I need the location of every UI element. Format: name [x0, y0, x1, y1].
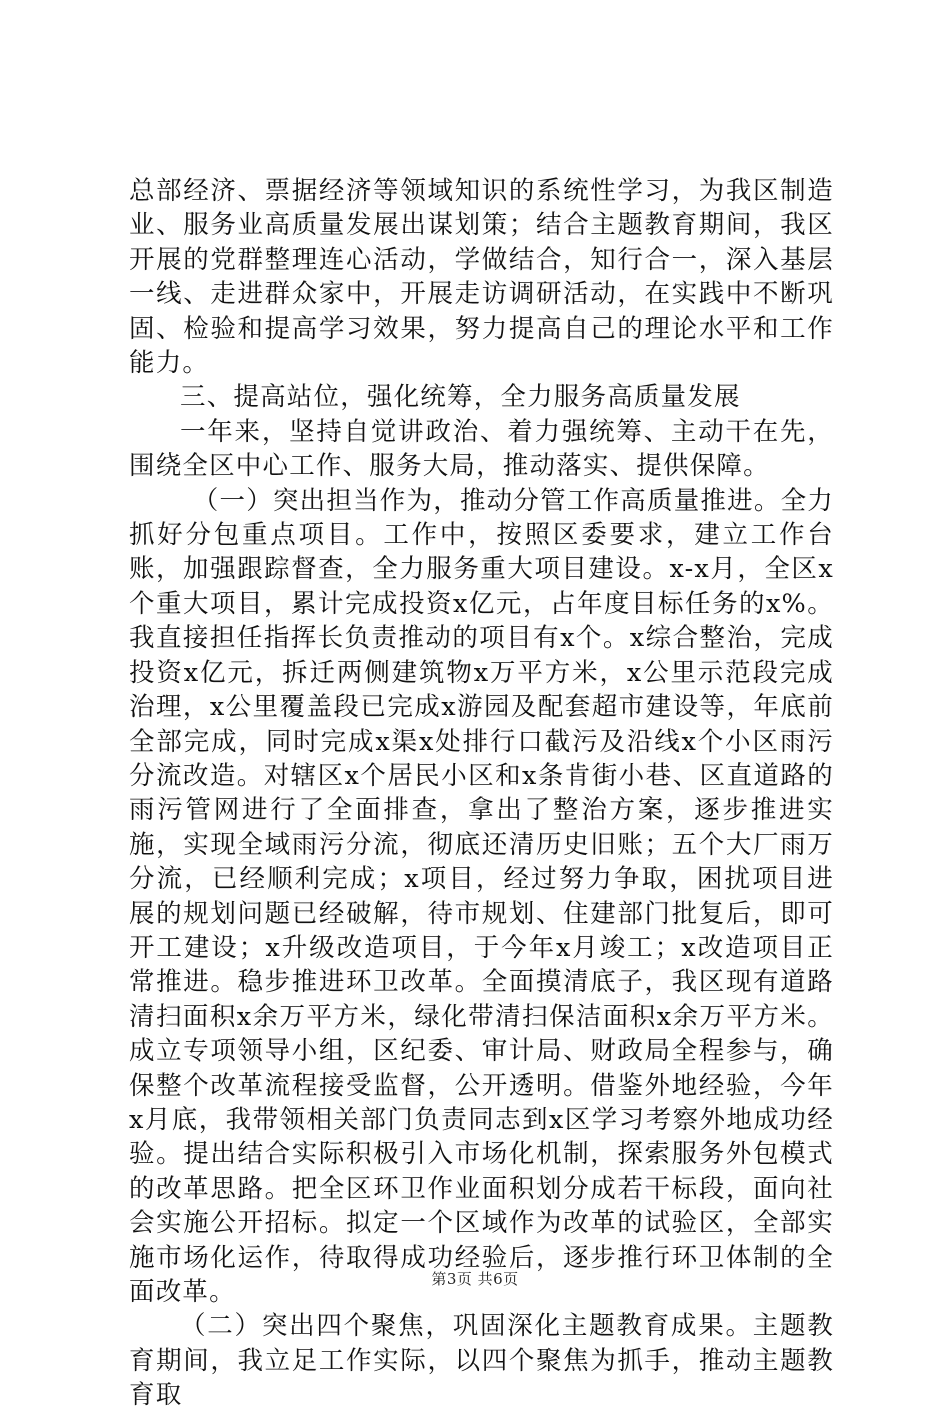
page-number-footer: 第3页 共6页 [431, 1270, 519, 1288]
document-body [129, 174, 834, 1413]
subsection-two-paragraph: （二）突出四个聚焦，巩固深化主题教育成果。主题教育期间，我立足工作实际，以四个聚焦为抓手，推动主题教育取 [129, 1311, 834, 1411]
subsection-one-paragraph: （一）突出担当作为，推动分管工作高质量推进。全力抓好分包重点项目。工作中，按照区委要求，建立工作台账，加强跟踪督查，全力服务重大项目建设。x-x月，全区x个重大项目，累计完成投资x亿元，占年度目标任务的x%。我直接担任指挥长负责推动的项目有x个。x综合整治，完成投资x亿元，拆迁两侧建筑物x万平方米，x公里示范段完成治理，x公里覆盖段已完成x游园及配套超市建设等，年底前全部完成，同时完成x渠x处排行口截污及沿线x个小区雨污分流改造。对辖区x个居民小区和x条肯街小巷、区直道路的雨污管网进行了全面排查，拿出了整治方案，逐步推进实施，实现全域雨污分流，彻底还清历史旧账；五个大厂雨万分流，已经顺利完成；x项目，经过努力争取，困扰项目进展的规划问题已经破解，待市规划、住建部门批复后，即可开工建设；x升级改造项目，于今年x月竣工；x改造项目正常推进。稳步推进环卫改革。全面摸清底子，我区现有道路清扫面积x余万平方米，绿化带清扫保洁面积x余万平方米。成立专项领导小组，区纪委、审计局、财政局全程参与，确保整个改革流程接受监督，公开透明。借鉴外地经验，今年x月底，我带领相关部门负责同志到x区学习考察外地成功经验。提出结合实际积极引入市场化机制，探索服务外包模式的改革思路。把全区环卫作业面积划分成若干标段，面向社会实施公开招标。拟定一个区域作为改革的试验区，全部实施市场化运作，待取得成功经验后，逐步推行环卫体制的全面改革。 [129, 485, 834, 1307]
section-heading: 三、提高站位，强化统筹，全力服务高质量发展 [180, 382, 741, 413]
section-intro-paragraph: 一年来，坚持自觉讲政治、着力强统筹、主动干在先，围绕全区中心工作、服务大局，推动落实、提供保障。 [129, 416, 834, 482]
paragraph-continuation: 总部经济、票据经济等领域知识的系统性学习，为我区制造业、服务业高质量发展出谋划策；结合主题教育期间，我区开展的党群整理连心活动，学做结合，知行合一，深入基层一线、走进群众家中，开展走访调研活动，在实践中不断巩固、检验和提高学习效果，努力提高自己的理论水平和工作能力。 [129, 176, 834, 379]
